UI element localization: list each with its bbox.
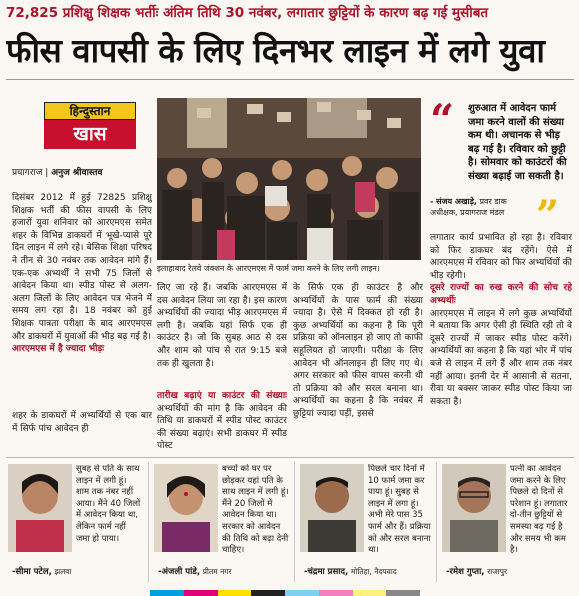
official-quote: शुरुआत में आवेदन फार्म जमा करने वालों की संख्या कम थी। अचानक से भीड़ बढ़ गई है। रविवार को छुट्टी है। सोमवार को काउंटरों की संख्या बढ़ाई जा सकती है। (468, 103, 567, 182)
official-name-text: - संजय अखाड़े, (430, 197, 477, 206)
brand-logo-hindustan: हिन्दुस्तान (44, 102, 136, 120)
reader-quote-4-name (446, 566, 507, 578)
col1-subhead: आरएमएस में है ज्यादा भीड़ः (12, 344, 105, 355)
byline-place: प्रयागराज (12, 168, 43, 178)
official-name (430, 196, 540, 220)
bottom-section-rule (6, 457, 574, 458)
col4-subhead: दूसरे राज्यों का रुख करने की सोच रहे अभ्यर्थीः (430, 283, 572, 306)
reader-location: झलवा (54, 567, 72, 576)
brand-khaas-label: खास (44, 120, 136, 149)
close-quote-icon: ” (536, 192, 560, 239)
article-column-4 (430, 232, 572, 454)
reader-location: मोतिहा, नैदपवाद (350, 567, 397, 576)
byline: प्रयागराज | अनुज श्रीवास्तव (12, 168, 103, 178)
reader-quote-3-name (304, 566, 397, 578)
photo-caption: इलाहाबाद रेलवे जंक्शन के आरएमएस में फार्म जमा करने के लिए लगी लाइन। (157, 264, 380, 273)
reader-name: -रमेश गुप्ता, (446, 567, 485, 577)
reader-name: -अंजली पांडे, (158, 567, 201, 577)
reader-location: प्रीतम नगर (202, 567, 232, 576)
byline-author: अनुज श्रीवास्तव (51, 168, 103, 178)
official-role-b: अधीक्षक, प्रयागराज मंडल (430, 208, 505, 217)
crowd-photo (157, 98, 421, 260)
avatar (442, 464, 506, 552)
article-column-2-cont (157, 390, 287, 454)
article-column-3: के सिर्फ एक ही काउंटर है और अभ्यर्थियों के पास फार्म की संख्या ज्यादा है। ऐसे में दिक्कत हो रही है। कुछ अभ्यर्थियों का कहना है कि पूरी प्रक्रिया को ऑनलाइन हो जाए तो काफी सहूलियत हो जाएगी। परीक्षा के लिए आवेदन भी ऑनलाइन ही लिए गए थे। अगर सरकार को फीस वापस करनी थी तो प्रक्रिया को और सरल बनाना था। अभ्यर्थियों का कहना है कि नवंबर में छुट्टियां ज्यादा पड़ीं, इससे (293, 283, 423, 419)
col4b-text: आरएमएस में लाइन में लगे कुछ अभ्यर्थियों ने बताया कि अगर ऐसी ही स्थिति रही तो वे दूसरे राज्यों में जाकर स्पीड पोस्ट करेंगे। अभ्यर्थियों का कहना है कि यहां भोर में पांच बजे से लाइन में लगे हैं और शाम तक नंबर नहीं आया। इतनी देर में आसानी से सतना, रीवा या बक्सर जाकर स्पीड पोस्ट किया जा सकता है। (430, 308, 572, 407)
reader-location: राजापुर (487, 567, 508, 576)
reader-quote-3 (300, 460, 432, 582)
print-color-strip (150, 590, 420, 596)
headline-rule (6, 79, 574, 80)
open-quote-icon: “ (430, 95, 455, 144)
official-role-a: प्रवर डाक (479, 197, 507, 206)
reader-quote-4-text: पत्नी का आवेदन जमा करने के लिए पिछले दो दिनों से परेशान हूं। लगातार दो-तीन छुट्टियों से समस्या बढ़ गई है और समय भी कम है। (510, 464, 568, 556)
kicker-line: 72,825 प्रशिक्षु शिक्षक भर्तीः अंतिम तिथि 30 नवंबर, लगातार छुट्टियों के कारण बढ़ गई मुसीबत (6, 5, 489, 21)
article-column-1 (12, 192, 152, 410)
col2-subhead: तारीख बढ़ाएं या काउंटर की संख्याः (157, 391, 287, 401)
reader-quote-1-text: सुबह से पति के साथ लाइन में लगी हूं। शाम तक नंबर नहीं आया। मैंने 40 जिलों में आवेदन किया था, लेकिन फार्म नहीं जमा हो पाया। (76, 464, 141, 544)
col4a-text: लगातार कार्य प्रभावित हो रहा है। रविवार को फिर डाकघर बंद रहेंगे। ऐसे में आरएमएस में रविवार को फिर अभ्यर्थियों की भीड़ रहेगी। (430, 233, 572, 281)
headline: फीस वापसी के लिए दिनभर लाइन में लगे युवा (6, 31, 545, 70)
col2b-text: अभ्यर्थियों की मांग है कि आवेदन की तिथि या डाकघरों में स्पीड पोस्ट काउंटर की संख्या बढ़ाएं। सभी डाकघर में स्पीड पोस्ट (157, 403, 287, 452)
avatar (154, 464, 218, 552)
reader-quote-2-name (158, 566, 232, 578)
reader-quote-4 (442, 460, 574, 582)
col1-text: दिसंबर 2012 में हुई 72825 प्रशिक्षु शिक्षक भर्ती की फीस वापसी के लिए हजारों युवा शनिवार को आरएमएस समेत शहर के विभिन्न डाकघरों में भूखे-प्यासे पूरे दिन लाइन में लगे रहे। बेसिक शिक्षा परिषद ने तीन से 30 नवंबर तक आवेदन मांगे हैं। एक-एक अभ्यर्थी ने सभी 75 जिलों से आवेदन किया था। स्पीड पोस्ट से अलग-अलग जिलों के लिए आवेदन पत्र भेजने में समय लग रहा है। 18 नवंबर को हुई शिक्षक पात्रता परीक्षा के बाद आरएमएस और डाकघरों में युवाओं की भीड़ बढ़ गई है। (12, 193, 152, 342)
reader-quote-3-text: पिछले चार दिनों में 10 फार्म जमा कर पाया हूं। सुबह से लाइन में लगा हूं। अभी मेरे पास 35 फार्म और हैं। प्रक्रिया को और सरल बनाना था। (368, 464, 431, 556)
article-column-2: लिए जा रहे हैं। जबकि आरएमएस में दस आवेदन लिया जा रहा है। इस कारण अभ्यर्थियों की ज्यादा भीड़ आरएमएस में लगी है। जबकि यहां सिर्फ एक ही काउंटर है। जो कि सुबह आठ से दस और शाम को पांच से रात 9:15 बजे तक ही खुलता है। (157, 283, 287, 369)
reader-quote-2 (154, 460, 290, 582)
reader-name: -चंद्रमा प्रसाद, (304, 567, 349, 577)
avatar (8, 464, 72, 552)
reader-quote-2-text: बच्चों को घर पर छोड़कर यहां पति के साथ लाइन में लगी हूं। मैंने 20 जिलों में आवेदन किया था। सरकार को आवेदन की तिथि को बढ़ा देनी चाहिए। (222, 464, 289, 556)
reader-quote-1-name (12, 566, 71, 578)
reader-name: -सीमा पटेल, (12, 567, 52, 577)
article-column-1-cont: शहर के डाकघरों में अभ्यर्थियों से एक बार में सिर्फ पांच आवेदन ही (12, 411, 152, 434)
column-divider (294, 462, 295, 582)
reader-quote-1 (8, 460, 142, 582)
column-divider (436, 462, 437, 582)
column-divider (148, 462, 149, 582)
avatar (300, 464, 364, 552)
